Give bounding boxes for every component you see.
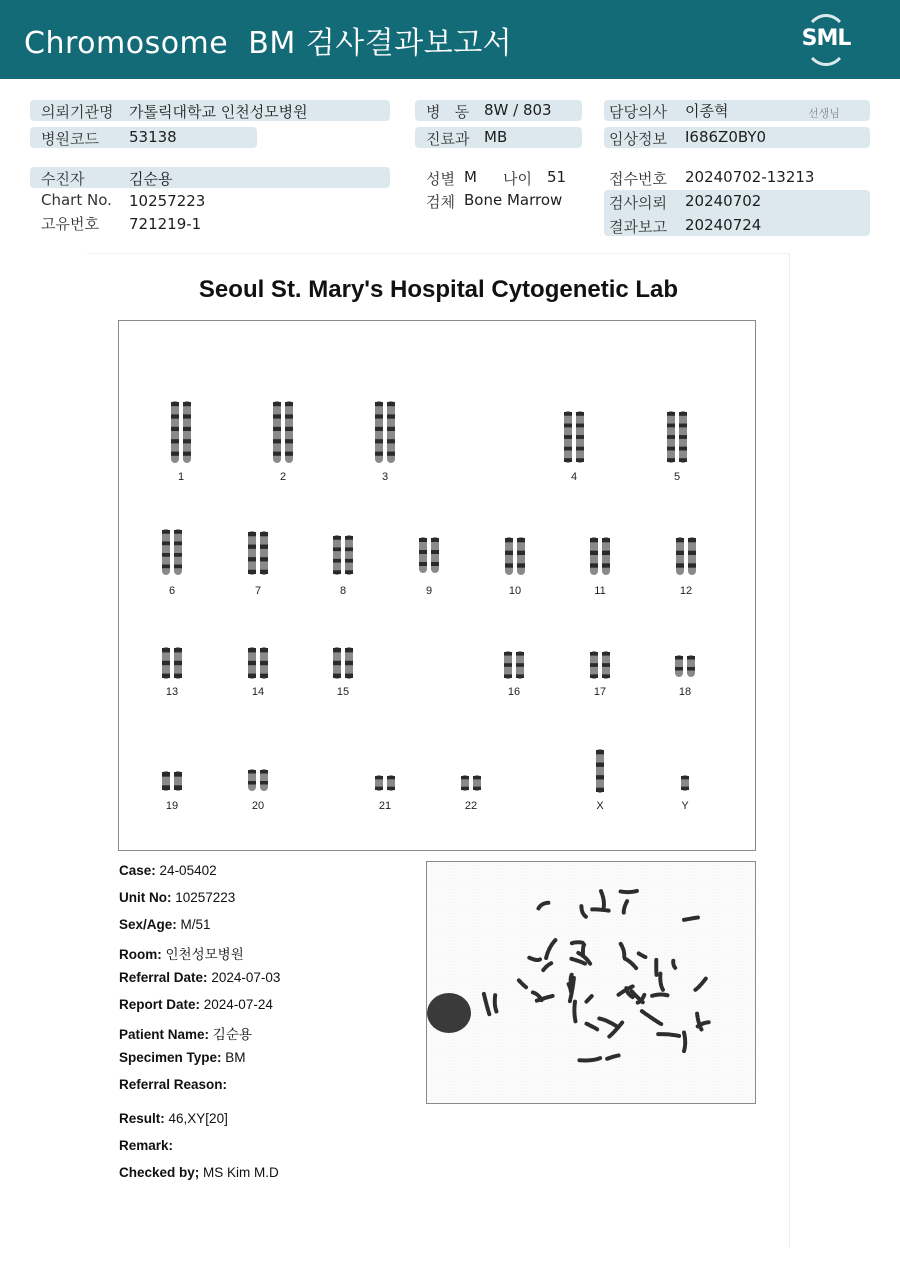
chromosome-2: [270, 401, 296, 463]
page-title: Chromosome BM 검사결과보고서: [24, 26, 513, 61]
chart-no-label: Chart No.: [41, 191, 112, 209]
unit-label: Unit No:: [119, 890, 172, 905]
sex-label: 성별: [426, 170, 455, 188]
sexage-value: M/51: [180, 917, 211, 932]
chromosome-label-5: 5: [673, 471, 681, 483]
chromosome-label-13: 13: [165, 686, 179, 698]
chromosome-label-Y: Y: [681, 800, 689, 812]
sexage-line: [119, 917, 211, 932]
hospital-code-label: 병원코드: [41, 130, 99, 148]
ward-value: 8W / 803: [484, 101, 552, 119]
ward-label: 병 동: [426, 103, 470, 121]
clinical-label: 임상정보: [609, 130, 667, 148]
specimen-type-value: BM: [225, 1050, 246, 1065]
chromosome-label-11: 11: [594, 585, 606, 597]
receipt-label: 접수번호: [609, 170, 667, 188]
institution-label: 의뢰기관명: [41, 103, 114, 121]
result-date-label: 결과보고: [609, 218, 667, 236]
chromosome-label-12: 12: [679, 585, 693, 597]
receipt-value: 20240702-13213: [685, 168, 815, 186]
request-label: 검사의뢰: [609, 194, 667, 212]
doctor-label: 담당의사: [609, 103, 667, 121]
room-line: [119, 943, 244, 963]
chromosome-label-6: 6: [168, 585, 176, 597]
request-value: 20240702: [685, 192, 762, 210]
result-line: [119, 1111, 228, 1126]
department-label: 진료과: [426, 130, 470, 148]
remark-label: Remark:: [119, 1138, 174, 1153]
chromosome-label-9: 9: [425, 585, 433, 597]
chromosome-label-18: 18: [678, 686, 692, 698]
chromosome-12: [673, 537, 699, 575]
clinical-value: I686Z0BY0: [685, 128, 767, 146]
chromosome-3: [372, 401, 398, 463]
chromosome-X: [594, 749, 606, 793]
patient-name-line: [119, 1023, 252, 1043]
referral-date-label: Referral Date:: [119, 970, 208, 985]
age-value: 51: [547, 168, 567, 186]
chromosome-label-8: 8: [339, 585, 347, 597]
chromosome-17: [587, 651, 613, 679]
chromosome-label-20: 20: [251, 800, 265, 812]
report-date-line: [119, 997, 273, 1012]
lab-title: Seoul St. Mary's Hospital Cytogenetic Lab: [198, 276, 679, 303]
chromosome-4: [561, 411, 587, 463]
department-value: MB: [484, 128, 508, 146]
result-date-value: 20240724: [685, 216, 762, 234]
chromosome-label-15: 15: [336, 686, 350, 698]
sml-logo: [798, 12, 854, 68]
unit-value: 10257223: [175, 890, 236, 905]
checked-line: [119, 1165, 279, 1180]
room-value: 인천성모병원: [165, 947, 244, 962]
unique-no-value: 721219-1: [129, 215, 202, 233]
chromosome-label-22: 22: [464, 800, 478, 812]
unit-line: [119, 890, 235, 905]
chromosome-21: [372, 775, 398, 791]
hospital-code-value: 53138: [129, 128, 177, 146]
chromosome-label-4: 4: [570, 471, 578, 483]
referral-date-line: [119, 970, 280, 985]
specimen-type-line: [119, 1050, 246, 1065]
remark-line: [119, 1138, 173, 1153]
case-line: [119, 863, 217, 878]
chromosome-label-3: 3: [381, 471, 389, 483]
referral-reason-label: Referral Reason:: [119, 1077, 228, 1092]
chromosome-1: [168, 401, 194, 463]
patient-label: 수진자: [41, 170, 85, 188]
chromosome-9: [416, 537, 442, 573]
checked-value: MS Kim M.D: [203, 1165, 279, 1180]
sexage-label: Sex/Age:: [119, 917, 177, 932]
report-date-label: Report Date:: [119, 997, 201, 1012]
report-header: [0, 0, 900, 79]
chromosome-label-21: 21: [378, 800, 392, 812]
specimen-value: Bone Marrow: [464, 191, 563, 209]
chromosome-label-19: 19: [165, 800, 179, 812]
report-date-value: 2024-07-24: [203, 997, 273, 1012]
chromosome-22: [458, 775, 484, 791]
chromosome-19: [159, 771, 185, 791]
chromosome-15: [330, 647, 356, 679]
chromosome-Y: [679, 775, 691, 791]
checked-label: Checked by;: [119, 1165, 200, 1180]
chromosome-label-7: 7: [254, 585, 262, 597]
metaphase-spread-icon: [427, 862, 756, 1104]
chromosome-6: [159, 529, 185, 575]
specimen-label: 검체: [426, 193, 455, 211]
institution-value: 가톨릭대학교 인천성모병원: [129, 103, 308, 121]
cytogenetic-report: [87, 253, 790, 1247]
karyogram-image: [118, 320, 756, 851]
referral-date-value: 2024-07-03: [211, 970, 281, 985]
chromosome-13: [159, 647, 185, 679]
chromosome-5: [664, 411, 690, 463]
chromosome-label-10: 10: [508, 585, 522, 597]
chromosome-14: [245, 647, 271, 679]
chromosome-11: [587, 537, 613, 575]
logo-text: SML: [801, 26, 851, 51]
chromosome-20: [245, 769, 271, 791]
chromosome-label-17: 17: [593, 686, 607, 698]
patient-name-value: 김순용: [212, 1027, 252, 1042]
chromosome-label-X: X: [596, 800, 604, 812]
chromosome-7: [245, 531, 271, 575]
chromosome-16: [501, 651, 527, 679]
age-label: 나이: [503, 170, 532, 188]
case-label: Case:: [119, 863, 156, 878]
case-value: 24-05402: [159, 863, 217, 878]
unique-no-label: 고유번호: [41, 215, 99, 233]
metaphase-image: [426, 861, 756, 1104]
chromosome-18: [672, 655, 698, 677]
result-label: Result:: [119, 1111, 165, 1126]
doctor-value: 이종혁: [685, 102, 729, 120]
specimen-type-label: Specimen Type:: [119, 1050, 222, 1065]
referral-reason-line: [119, 1077, 227, 1092]
doctor-suffix: 선생님: [808, 107, 840, 120]
chromosome-8: [330, 535, 356, 575]
sex-value: M: [464, 168, 477, 186]
chart-no-value: 10257223: [129, 192, 206, 210]
chromosome-10: [502, 537, 528, 575]
patient-value: 김순용: [129, 170, 173, 188]
room-label: Room:: [119, 947, 162, 962]
chromosome-label-14: 14: [251, 686, 265, 698]
chromosome-label-1: 1: [177, 471, 185, 483]
patient-name-label: Patient Name:: [119, 1027, 210, 1042]
result-value: 46,XY[20]: [168, 1111, 228, 1126]
chromosome-label-16: 16: [507, 686, 521, 698]
chromosome-label-2: 2: [279, 471, 287, 483]
